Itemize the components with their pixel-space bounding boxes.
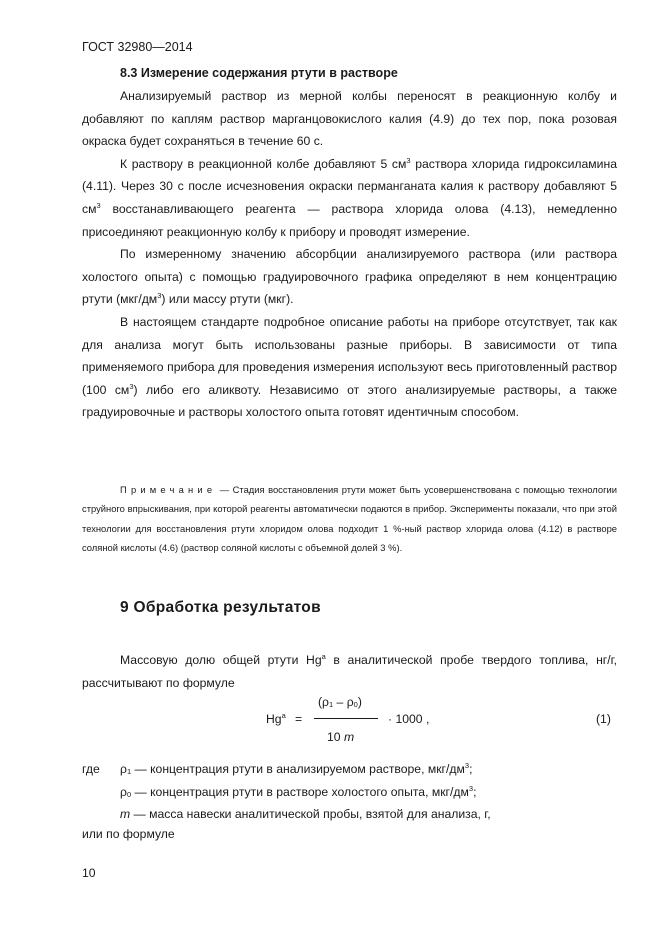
paragraph-3: По измеренному значению абсорбции анализируемого раствора (или раствора холостого опыта) с помощью градуировочного графика определяют в нем концентрацию ртути $(мкг/дм^3)$ или массу ртути (мкг). (82, 247, 617, 307)
or-formula-text: или по формуле (82, 827, 175, 841)
note-text: — Стадия восстановления ртути может быть усовершенствована с помощью технологии струйного впрыскивания, при которой реагенты автоматически подаются в прибор. Эксперименты показали, что при этой технологии для восстановления ртути хлоридом олова подходит 1 %-ный раствор хлорида олова (4.12) в растворе соляной кислоты (4.6) (раствор соляной кислоты с объемной долей 3 %). (82, 484, 617, 553)
section-8-3-title: 8.3 Измерение содержания ртути в растворе (120, 66, 398, 80)
paragraph-4: В настоящем стандарте подробное описание работы на приборе отсутствует, так как для анализа могут быть использованы разные приборы. В зависимости от типа применяемого прибора для проведения измерения используют весь приготовленный раствор (100 $см^3$) либо его аликвоту. Независимо от этого анализируемые растворы, а также градуировочные и растворы холостого опыта готовят идентичным способом. (82, 314, 617, 420)
formula-multiplier: · 1000 , (388, 712, 430, 726)
formula-lhs: Hg$^a$ (266, 711, 286, 726)
paragraph-1: Анализируемый раствор из мерной колбы переносят в реакционную колбу и добавляют по каплям раствор марганцовокислого калия (4.9) до тех пор, пока розовая окраска будет сохраняться в течение 60 с. (82, 89, 617, 149)
section-9-intro: Массовую долю общей ртути Hg$^a$ в аналитической пробе твердого топлива, нг/г, рассчитывают по формуле (82, 652, 617, 690)
where-label: где (82, 762, 100, 776)
section-9-title: 9 Обработка результатов (120, 599, 321, 616)
definition-item: $\rho_0$ — концентрация ртути в растворе холостого опыта, мкг/$дм^3$; (120, 783, 477, 799)
section-8-3-body (82, 85, 617, 424)
definition-item: где $\rho_1$ — концентрация ртути в анализируемом растворе, мкг/$дм^3$; (82, 758, 617, 781)
formula-numerator: $(\rho_1 - \rho_0)$ (318, 695, 362, 709)
definition-item: m — масса навески аналитической пробы, взятой для анализа, г, (120, 807, 491, 822)
page-number: 10 (82, 866, 96, 880)
formula-1 (0, 695, 661, 755)
document-header: ГОСТ 32980—2014 (82, 40, 193, 54)
fraction-bar (314, 718, 378, 719)
formula-denominator: 10 m (327, 730, 355, 744)
paragraph-2: К раствору в реакционной колбе добавляют 5 $см^3$ раствора хлорида гидроксиламина (4.11). Через 30 с после исчезновения окраски перманганата калия к раствору добавляют 5 $см^3$ восстанавливающего реагента — раствора хлорида олова (4.13), немедленно присоединяют реакционную колбу к прибору и проводят измерение. (82, 155, 617, 239)
definitions-list (82, 758, 617, 826)
formula-equals: = (295, 712, 303, 726)
formula-number: (1) (596, 712, 611, 726)
note-label: Примечание (120, 484, 217, 495)
note-paragraph (82, 480, 617, 557)
